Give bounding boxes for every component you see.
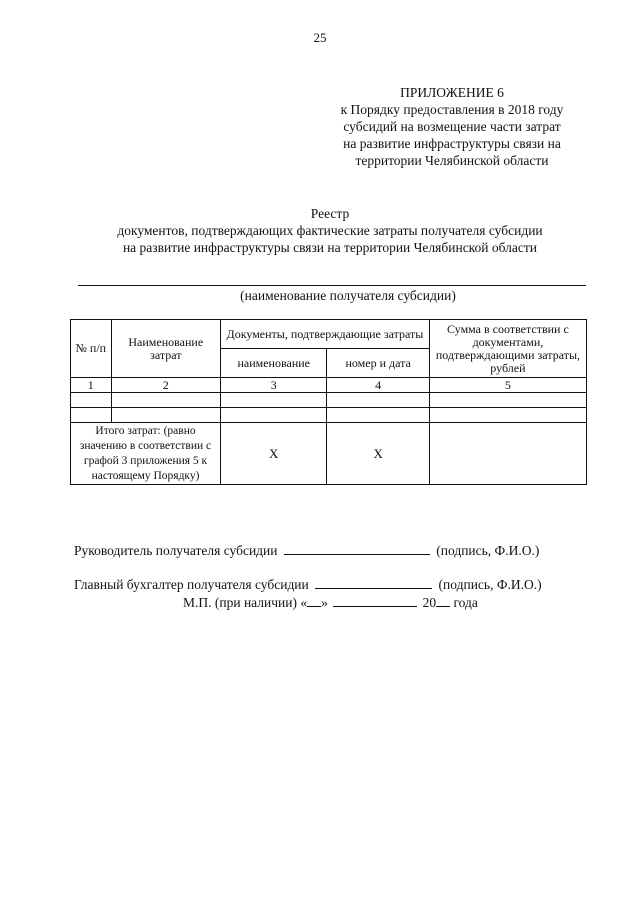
stamp-date-line	[183, 594, 478, 611]
accountant-signature-blank	[315, 576, 432, 589]
stamp-quote-close: »	[321, 595, 328, 610]
stamp-prefix: М.П. (при наличии) «	[183, 595, 308, 610]
total-amount-cell	[429, 423, 586, 485]
column-number: 2	[111, 378, 220, 393]
column-number: 3	[221, 378, 327, 393]
registry-subtitle-line1: документов, подтверждающих фактические затраты получателя субсидии	[117, 223, 543, 238]
appendix-line: на развитие инфраструктуры связи на	[343, 136, 561, 151]
accountant-signature-suffix: (подпись, Ф.И.О.)	[438, 577, 542, 592]
day-blank	[307, 594, 321, 607]
registry-subtitle-line2: на развитие инфраструктуры связи на территории Челябинской области	[122, 240, 538, 255]
registry-heading: Реестр	[310, 206, 350, 221]
total-label: Итого затрат: (равно значению в соответствии с графой 3 приложения 5 к настоящему Порядку)	[71, 423, 221, 485]
header-documents-group: Документы, подтверждающие затраты	[221, 320, 430, 349]
recipient-caption: (наименование получателя субсидии)	[240, 288, 456, 303]
year-prefix: 20	[422, 595, 437, 610]
appendix-line: субсидий на возмещение части затрат	[343, 119, 561, 134]
empty-row	[71, 408, 587, 423]
header-doc-number-date: номер и дата	[327, 349, 429, 378]
year-suffix: года	[453, 595, 478, 610]
accountant-signature-line	[74, 576, 542, 593]
recipient-name-line	[78, 285, 586, 286]
accountant-signature-label: Главный бухгалтер получателя субсидии	[74, 577, 309, 592]
registry-table	[70, 319, 587, 485]
appendix-line: к Порядку предоставления в 2018 году	[340, 102, 564, 117]
header-cost-name: Наименование затрат	[111, 320, 220, 378]
header-doc-name: наименование	[221, 349, 327, 378]
header-number: № п/п	[71, 320, 112, 378]
month-blank	[333, 594, 417, 607]
appendix-line: территории Челябинской области	[355, 153, 549, 168]
column-number-row	[71, 378, 587, 393]
head-signature-label: Руководитель получателя субсидии	[74, 543, 278, 558]
total-doc-number-x: X	[327, 423, 429, 485]
registry-title	[40, 205, 620, 256]
appendix-header	[322, 84, 582, 169]
header-amount: Сумма в соответствии с документами, подтверждающими затраты, рублей	[429, 320, 586, 378]
appendix-title: ПРИЛОЖЕНИЕ 6	[400, 85, 504, 100]
page-number: 25	[313, 30, 327, 45]
column-number: 1	[71, 378, 112, 393]
head-signature-suffix: (подпись, Ф.И.О.)	[436, 543, 540, 558]
empty-row	[71, 393, 587, 408]
head-signature-blank	[284, 542, 430, 555]
total-row	[71, 423, 587, 485]
column-number: 5	[429, 378, 586, 393]
total-doc-name-x: X	[221, 423, 327, 485]
year-blank	[436, 594, 450, 607]
head-signature-line	[74, 542, 539, 559]
column-number: 4	[327, 378, 429, 393]
